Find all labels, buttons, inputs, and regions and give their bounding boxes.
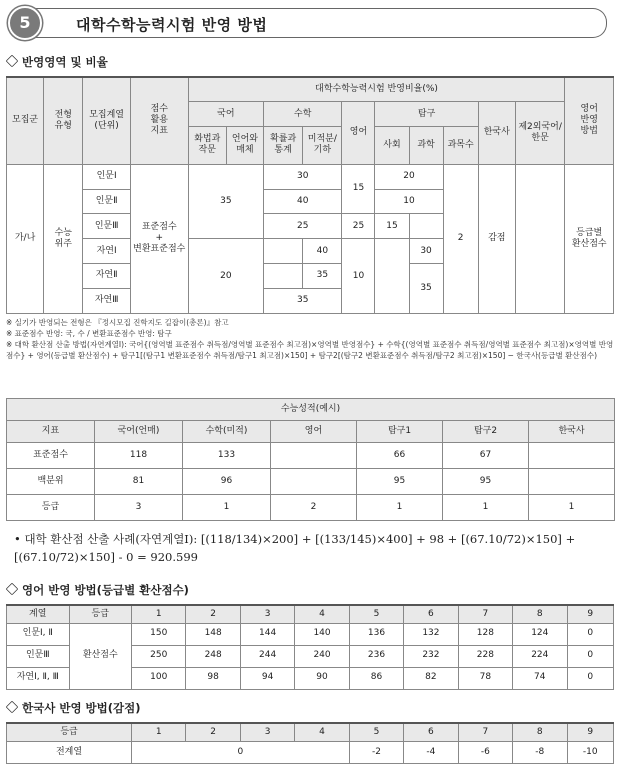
section1-heading — [6, 54, 108, 70]
eng-cell: 240 — [295, 645, 349, 667]
col-header-count: 과목수 — [443, 127, 478, 164]
eng-cell: 244 — [240, 645, 294, 667]
example-cell: 81 — [95, 469, 183, 495]
eng-cell: 0 — [567, 667, 614, 689]
eng-grade: 9 — [567, 605, 614, 623]
eng-grade: 4 — [295, 605, 349, 623]
diamond-bullet-icon — [6, 701, 19, 714]
cell-inq: 10 — [375, 189, 443, 214]
eng-cell: 86 — [349, 667, 403, 689]
notes — [6, 318, 614, 362]
eng-grade: 6 — [404, 605, 458, 623]
example-cell — [529, 469, 615, 495]
example-cell: 1 — [529, 495, 615, 521]
note: ※ 실기가 반영되는 전형은 『정시모집 진학지도 길잡이(총론)』참고 — [6, 318, 229, 327]
cell-soc-empty — [375, 239, 409, 314]
cell-math-empty — [264, 264, 303, 289]
hist-cell: -6 — [458, 741, 512, 763]
cell-lang2 — [515, 164, 565, 313]
section-number: 5 — [8, 6, 42, 40]
cell-inq: 20 — [375, 164, 443, 189]
ratio-table — [6, 76, 614, 314]
example-table — [6, 398, 615, 521]
eng-cell: 148 — [186, 623, 240, 645]
eng-cell: 128 — [458, 623, 512, 645]
eng-cell: 248 — [186, 645, 240, 667]
diamond-bullet-icon — [6, 55, 19, 68]
calc-line: [(67.10/72)×150] - 0 = 920.599 — [14, 550, 198, 565]
eng-cell: 132 — [404, 623, 458, 645]
eng-cell: 78 — [458, 667, 512, 689]
example-cell: 백분위 — [7, 469, 95, 495]
hist-cell-zero: 0 — [132, 741, 350, 763]
hist-grade: 1 — [132, 723, 186, 741]
eng-cell: 98 — [186, 667, 240, 689]
cell-type: 수능 위주 — [44, 164, 83, 313]
example-cell: 2 — [271, 495, 357, 521]
example-cell: 95 — [443, 469, 529, 495]
eng-grade: 7 — [458, 605, 512, 623]
col-header-type: 전형 유형 — [44, 77, 83, 164]
eng-grade: 8 — [513, 605, 567, 623]
example-header: 한국사 — [529, 421, 615, 443]
eng-cell: 94 — [240, 667, 294, 689]
cell-math: 35 — [264, 289, 342, 314]
hist-grade: 7 — [458, 723, 512, 741]
eng-row-label: 자연Ⅰ, Ⅱ, Ⅲ — [7, 667, 70, 689]
example-header: 영어 — [271, 421, 357, 443]
cell-history: 감점 — [478, 164, 515, 313]
hist-cell: -2 — [349, 741, 403, 763]
example-cell: 표준점수 — [7, 443, 95, 469]
example-cell: 133 — [183, 443, 271, 469]
eng-grade: 1 — [132, 605, 186, 623]
eng-cell: 74 — [513, 667, 567, 689]
cell-eng: 10 — [342, 239, 375, 314]
example-cell: 3 — [95, 495, 183, 521]
cell-eng: 25 — [342, 214, 375, 239]
example-cell — [271, 443, 357, 469]
cell-math: 30 — [264, 164, 342, 189]
col-header-math-a: 확률과 통계 — [264, 127, 303, 164]
section3-heading — [6, 700, 141, 716]
col-header-eng-method: 영어 반영 방법 — [565, 77, 614, 164]
section2-heading — [6, 582, 189, 598]
example-cell: 1 — [443, 495, 529, 521]
section2-title: 영어 반영 방법(등급별 환산점수) — [22, 583, 189, 597]
example-cell — [271, 469, 357, 495]
col-header-unit: 모집계열 (단위) — [83, 77, 130, 164]
eng-cell: 140 — [295, 623, 349, 645]
cell-inq: 15 — [375, 214, 409, 239]
col-header-korean: 국어 — [188, 102, 263, 127]
cell-math: 40 — [303, 239, 342, 264]
eng-cell: 124 — [513, 623, 567, 645]
example-cell: 95 — [357, 469, 443, 495]
cell-math-empty — [264, 239, 303, 264]
history-table — [6, 722, 614, 764]
col-header-science: 과학 — [409, 127, 443, 164]
section3-title: 한국사 반영 방법(감점) — [22, 701, 141, 715]
cell-math: 40 — [264, 189, 342, 214]
cell-unit: 인문Ⅰ — [83, 164, 130, 189]
eng-cell: 82 — [404, 667, 458, 689]
cell-unit: 자연Ⅲ — [83, 289, 130, 314]
calc-example — [14, 530, 614, 567]
eng-grade: 3 — [240, 605, 294, 623]
cell-sci: 30 — [409, 239, 443, 264]
hist-grade: 5 — [349, 723, 403, 741]
english-table — [6, 604, 614, 690]
cell-eng-method: 등급별 환산점수 — [565, 164, 614, 313]
eng-cell: 236 — [349, 645, 403, 667]
col-header-score: 점수 활용 지표 — [130, 77, 188, 164]
cell-unit: 인문Ⅱ — [83, 189, 130, 214]
example-cell: 96 — [183, 469, 271, 495]
eng-cell: 0 — [567, 623, 614, 645]
hist-grade: 8 — [513, 723, 567, 741]
cell-kor-hum: 35 — [188, 164, 263, 239]
cell-score-index: 표준점수 + 변환표준점수 — [130, 164, 188, 313]
col-header-english: 영어 — [342, 102, 375, 164]
example-cell: 66 — [357, 443, 443, 469]
example-cell: 118 — [95, 443, 183, 469]
cell-kor-nat: 20 — [188, 239, 263, 314]
example-header: 수학(미적) — [183, 421, 271, 443]
example-header: 탐구2 — [443, 421, 529, 443]
example-cell: 등급 — [7, 495, 95, 521]
col-header-ratio: 대학수학능력시험 반영비율(%) — [188, 77, 565, 102]
example-title: 수능성적(예시) — [7, 399, 615, 421]
eng-cell: 0 — [567, 645, 614, 667]
hist-row-label: 전계열 — [7, 741, 132, 763]
calc-line: • 대학 환산점 산출 사례(자연계열Ⅰ): [(118/134)×200] + [(133/145)×400] + 98 + [(67.10/72)×150] + — [14, 532, 576, 546]
example-cell — [529, 443, 615, 469]
eng-cell: 224 — [513, 645, 567, 667]
cell-sci: 35 — [409, 264, 443, 314]
hist-header-grade: 등급 — [7, 723, 132, 741]
hist-grade: 6 — [404, 723, 458, 741]
cell-group: 가/나 — [7, 164, 44, 313]
hist-grade: 4 — [295, 723, 349, 741]
col-header-kor-b: 언어와 매체 — [226, 127, 263, 164]
cell-unit: 자연Ⅰ — [83, 239, 130, 264]
page-title: 대학수학능력시험 반영 방법 — [76, 16, 268, 34]
hist-grade: 3 — [240, 723, 294, 741]
col-header-math-b: 미적분/ 기하 — [303, 127, 342, 164]
col-header-lang2: 제2외국어/ 한문 — [515, 102, 565, 164]
note: ※ 대학 환산점 산출 방법(자연계열Ⅰ): 국어{(영역별 표준점수 취득점/영역별 표준점수 최고점)×영역별 반영점수} + 수학{(영역별 표준점수 취득점/영역별 표준점수 최고점)×영역별 반영점수} + 영어(등급별 환산점수) + 탐구1[(탐구1 변환표준점수 취득점/탐구1 최고점)×150] + 탐구2[(탐구2 변환표준점수 취득점/탐구2 최고점)×150] − 한국사(등급별 환산점수) — [6, 339, 614, 360]
eng-cell: 228 — [458, 645, 512, 667]
cell-unit: 자연Ⅱ — [83, 264, 130, 289]
example-cell: 67 — [443, 443, 529, 469]
col-header-group: 모집군 — [7, 77, 44, 164]
hist-cell: -4 — [404, 741, 458, 763]
hist-cell: -10 — [567, 741, 613, 763]
eng-method: 환산점수 — [69, 623, 132, 689]
eng-row-label: 인문Ⅰ, Ⅱ — [7, 623, 70, 645]
col-header-social: 사회 — [375, 127, 409, 164]
example-cell: 1 — [357, 495, 443, 521]
col-header-inquiry: 탐구 — [375, 102, 478, 127]
hist-grade: 9 — [567, 723, 613, 741]
col-header-math: 수학 — [264, 102, 342, 127]
section-header — [6, 5, 610, 39]
hist-cell: -8 — [513, 741, 567, 763]
example-header: 국어(언매) — [95, 421, 183, 443]
hist-grade: 2 — [186, 723, 240, 741]
cell-math: 35 — [303, 264, 342, 289]
cell-inq-empty — [409, 214, 443, 239]
eng-cell: 232 — [404, 645, 458, 667]
example-header: 탐구1 — [357, 421, 443, 443]
note: ※ 표준점수 반영: 국, 수 / 변환표준점수 반영: 탐구 — [6, 328, 172, 338]
example-header: 지표 — [7, 421, 95, 443]
section1-title: 반영영역 및 비율 — [22, 55, 108, 69]
cell-inq-count: 2 — [443, 164, 478, 313]
eng-header-series: 계열 — [7, 605, 70, 623]
eng-cell: 136 — [349, 623, 403, 645]
col-header-history: 한국사 — [478, 102, 515, 164]
eng-cell: 90 — [295, 667, 349, 689]
eng-cell: 144 — [240, 623, 294, 645]
cell-math: 25 — [264, 214, 342, 239]
col-header-kor-a: 화법과 작문 — [188, 127, 226, 164]
cell-eng: 15 — [342, 164, 375, 214]
eng-cell: 100 — [132, 667, 186, 689]
eng-cell: 150 — [132, 623, 186, 645]
diamond-bullet-icon — [6, 583, 19, 596]
eng-row-label: 인문Ⅲ — [7, 645, 70, 667]
eng-grade: 5 — [349, 605, 403, 623]
eng-header-grade: 등급 — [69, 605, 132, 623]
eng-cell: 250 — [132, 645, 186, 667]
example-cell: 1 — [183, 495, 271, 521]
cell-unit: 인문Ⅲ — [83, 214, 130, 239]
eng-grade: 2 — [186, 605, 240, 623]
